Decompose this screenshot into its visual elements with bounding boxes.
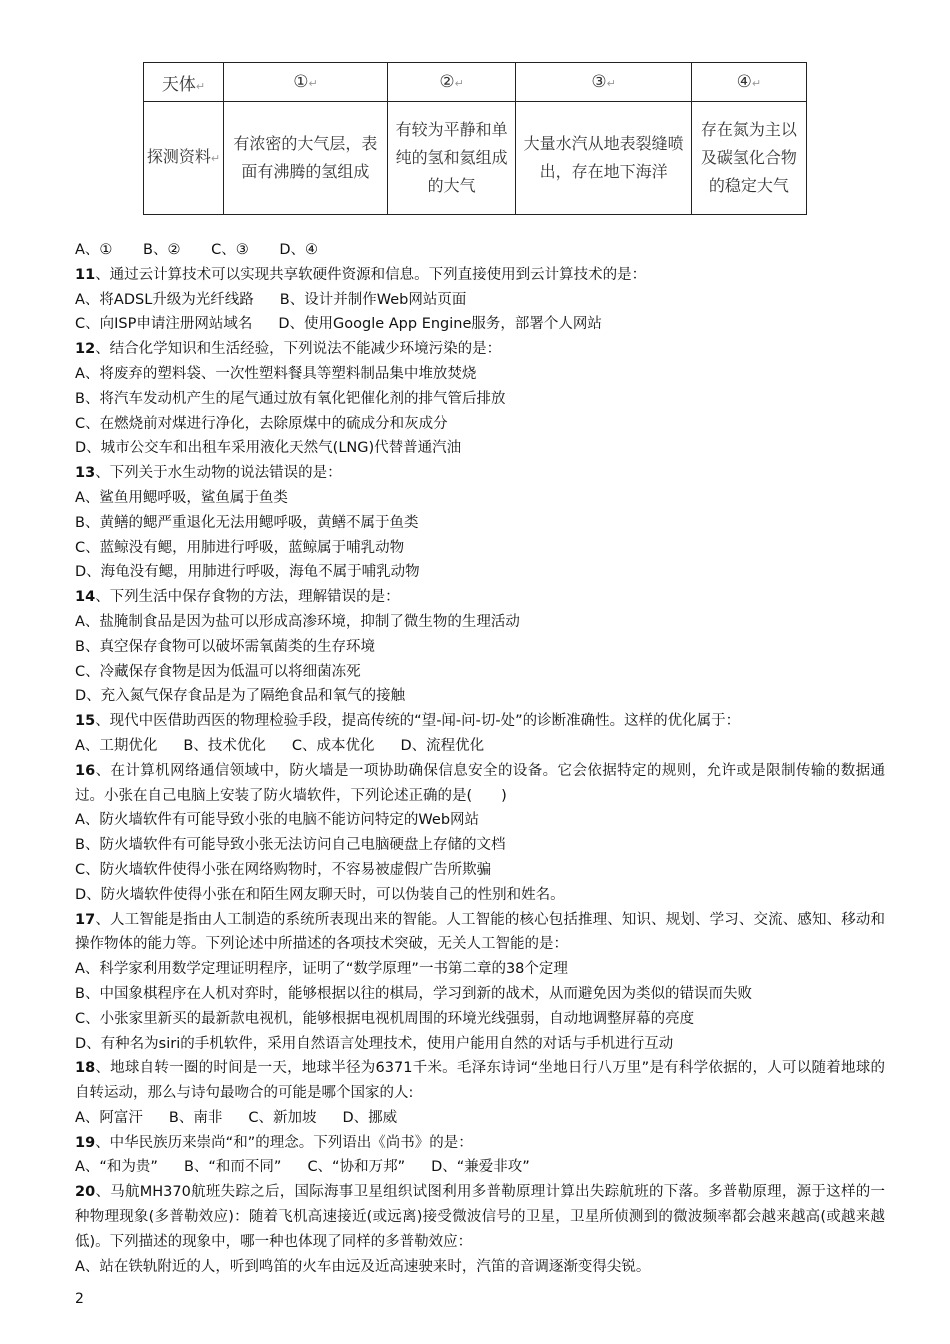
option-text: C、新加坡 [248, 1109, 317, 1126]
question-text: 、在计算机网络通信领域中，防火墙是一项协助确保信息安全的设备。它会依据特定的规则，允许或是限制传输的数据通过。小张在自己电脑上安装了防火墙软件，下列论述正确的是( ) [75, 762, 885, 804]
option-text: D、充入氮气保存食品是为了隔绝食品和氧气的接触 [75, 688, 406, 705]
q10-option-d: D、④ [279, 242, 318, 258]
option-line [75, 436, 885, 461]
page-number: 2 [75, 1291, 84, 1307]
table-header-col-3: ③↵ [516, 63, 691, 102]
option-text: B、防火墙软件有可能导致小张无法访问自己电脑硬盘上存储的文档 [75, 837, 506, 854]
option-line [75, 635, 885, 660]
q10-option-c: C、③ [211, 242, 249, 258]
option-line [75, 511, 885, 536]
question-stem [75, 1180, 885, 1254]
question-stem [75, 461, 885, 486]
option-text: B、设计并制作Web网站页面 [279, 291, 467, 308]
question-stem [75, 1056, 885, 1106]
question-stem [75, 908, 885, 958]
option-text: B、真空保存食物可以破坏需氧菌类的生存环境 [75, 638, 375, 655]
question-stem [75, 1131, 885, 1156]
option-line [75, 362, 885, 387]
table-header-col-2: ②↵ [387, 63, 516, 102]
option-line [75, 610, 885, 635]
option-text: C、小张家里新买的最新款电视机，能够根据电视机周围的环境光线强弱，自动地调整屏幕的亮度 [75, 1010, 695, 1027]
option-line [75, 560, 885, 585]
table-row-label: 探测资料↵ [144, 102, 224, 215]
probe-data-table [143, 62, 807, 215]
option-line [75, 660, 885, 685]
question-number: 12 [75, 341, 96, 358]
q10-option-a: A、① [75, 242, 113, 258]
option-line [75, 536, 885, 561]
option-text: A、防火墙软件有可能导致小张的电脑不能访问特定的Web网站 [75, 812, 480, 829]
option-line [75, 957, 885, 982]
q10-options [75, 238, 885, 263]
option-text: D、城市公交车和出租车采用液化天然气(LNG)代替普通汽油 [75, 440, 462, 457]
option-line [75, 684, 885, 709]
question-number: 19 [75, 1134, 96, 1151]
option-text: B、技术优化 [183, 737, 266, 754]
question-stem [75, 759, 885, 809]
option-line [75, 1155, 885, 1180]
questions-body [75, 238, 885, 1279]
table-header-col-1: ①↵ [224, 63, 388, 102]
option-text: A、“和为贵” [75, 1159, 158, 1176]
option-text: C、成本优化 [291, 737, 375, 754]
option-line [75, 486, 885, 511]
question-number: 11 [75, 266, 96, 283]
question-stem [75, 263, 885, 288]
question-text: 、结合化学知识和生活经验，下列说法不能减少环境污染的是： [95, 341, 502, 358]
table-cell-4: 存在氮为主以及碳氢化合物的稳定大气 [691, 102, 806, 215]
option-text: C、向ISP申请注册网站域名 [75, 316, 253, 333]
option-text: A、工期优化 [75, 737, 158, 754]
option-text: C、在燃烧前对煤进行净化，去除原煤中的硫成分和灰成分 [75, 415, 448, 432]
option-text: B、将汽车发动机产生的尾气通过放有氧化钯催化剂的排气管后排放 [75, 390, 506, 407]
option-text: A、将废弃的塑料袋、一次性塑料餐具等塑料制品集中堆放焚烧 [75, 365, 477, 382]
question-list [75, 263, 885, 1280]
option-text: A、盐腌制食品是因为盐可以形成高渗环境，抑制了微生物的生理活动 [75, 613, 520, 630]
question-number: 18 [75, 1060, 96, 1077]
option-line [75, 288, 885, 313]
option-text: B、中国象棋程序在人机对弈时，能够根据以往的棋局，学习到新的战术，从而避免因为类似的错误而失败 [75, 985, 752, 1002]
table-header-col-4: ④↵ [691, 63, 806, 102]
option-line [75, 1106, 885, 1131]
option-line [75, 1032, 885, 1057]
question-text: 、下列生活中保存食物的方法，理解错误的是： [95, 589, 400, 606]
option-text: A、科学家利用数学定理证明程序，证明了“数学原理”一书第二章的38个定理 [75, 961, 568, 978]
option-text: A、将ADSL升级为光纤线路 [75, 291, 254, 308]
option-text: D、流程优化 [400, 737, 485, 754]
question-stem [75, 585, 885, 610]
table-cell-2: 有较为平静和单纯的氢和氦组成的大气 [387, 102, 516, 215]
option-text: B、南非 [168, 1109, 223, 1126]
table-cell-1: 有浓密的大气层，表面有沸腾的氢组成 [224, 102, 388, 215]
question-text: 、现代中医借助西医的物理检验手段，提高传统的“望-闻-问-切-处”的诊断准确性。这样的优化属于： [95, 713, 741, 730]
option-text: A、鲨鱼用鳃呼吸，鲨鱼属于鱼类 [75, 489, 288, 506]
option-text: B、黄鳝的鳃严重退化无法用鳃呼吸，黄鳝不属于鱼类 [75, 514, 419, 531]
question-text: 、马航MH370航班失踪之后，国际海事卫星组织试图利用多普勒原理计算出失踪航班的下落。多普勒原理，源于这样的一种物理现象(多普勒效应)：随着飞机高速接近(或远离)接受微波信号的卫星，卫星所侦测到的微波频率都会越来越高(或越来越低)。下列描述的现象中，哪一种也体现了同样的多普勒效应： [75, 1184, 885, 1250]
option-text: A、站在铁轨附近的人，听到鸣笛的火车由远及近高速驶来时，汽笛的音调逐渐变得尖锐。 [75, 1258, 651, 1275]
question-number: 15 [75, 713, 96, 730]
option-text: D、防火墙软件使得小张在和陌生网友聊天时，可以伪装自己的性别和姓名。 [75, 886, 565, 903]
q10-option-b: B、② [143, 242, 181, 258]
option-line [75, 1255, 885, 1280]
option-text: B、“和而不同” [183, 1159, 282, 1176]
question-text: 、中华民族历来崇尚“和”的理念。下列语出《尚书》的是： [95, 1134, 473, 1151]
option-text: A、阿富汗 [75, 1109, 143, 1126]
question-stem [75, 337, 885, 362]
option-text: D、“兼爱非攻” [431, 1159, 530, 1176]
question-number: 20 [75, 1184, 96, 1201]
question-number: 17 [75, 911, 96, 928]
option-line [75, 387, 885, 412]
question-text: 、通过云计算技术可以实现共享软硬件资源和信息。下列直接使用到云计算技术的是： [95, 266, 647, 283]
option-line [75, 833, 885, 858]
option-text: C、冷藏保存食物是因为低温可以将细菌冻死 [75, 663, 361, 680]
option-line [75, 734, 885, 759]
table-cell-3: 大量水汽从地表裂缝喷出，存在地下海洋 [516, 102, 691, 215]
question-stem [75, 709, 885, 734]
table-header-label: 天体↵ [144, 63, 224, 102]
table-header-row [144, 63, 807, 102]
question-text: 、地球自转一圈的时间是一天，地球半径为6371千米。毛泽东诗词“坐地日行八万里”是有科学依据的，人可以随着地球的自转运动，那么与诗句最吻合的可能是哪个国家的人: [75, 1060, 885, 1102]
option-text: C、蓝鲸没有鳃，用肺进行呼吸，蓝鲸属于哺乳动物 [75, 539, 405, 556]
option-line [75, 312, 885, 337]
question-number: 13 [75, 465, 96, 482]
option-text: D、挪威 [342, 1109, 398, 1126]
option-text: D、有种名为siri的手机软件，采用自然语言处理技术，使用户能用自然的对话与手机进行互动 [75, 1035, 674, 1052]
question-number: 16 [75, 762, 96, 779]
question-text: 、下列关于水生动物的说法错误的是： [95, 465, 342, 482]
question-number: 14 [75, 589, 96, 606]
option-text: C、防火墙软件使得小张在网络购物时，不容易被虚假广告所欺骗 [75, 861, 492, 878]
option-line [75, 1007, 885, 1032]
option-line [75, 808, 885, 833]
option-line [75, 883, 885, 908]
option-text: D、海龟没有鳃，用肺进行呼吸，海龟不属于哺乳动物 [75, 564, 420, 581]
option-text: C、“协和万邦” [307, 1159, 406, 1176]
option-text: D、使用Google App Engine服务，部署个人网站 [278, 316, 602, 333]
table-data-row [144, 102, 807, 215]
option-line [75, 412, 885, 437]
option-line [75, 982, 885, 1007]
option-line [75, 858, 885, 883]
question-text: 、人工智能是指由人工制造的系统所表现出来的智能。人工智能的核心包括推理、知识、规划、学习、交流、感知、移动和操作物体的能力等。下列论述中所描述的各项技术突破，无关人工智能的是： [75, 911, 885, 953]
